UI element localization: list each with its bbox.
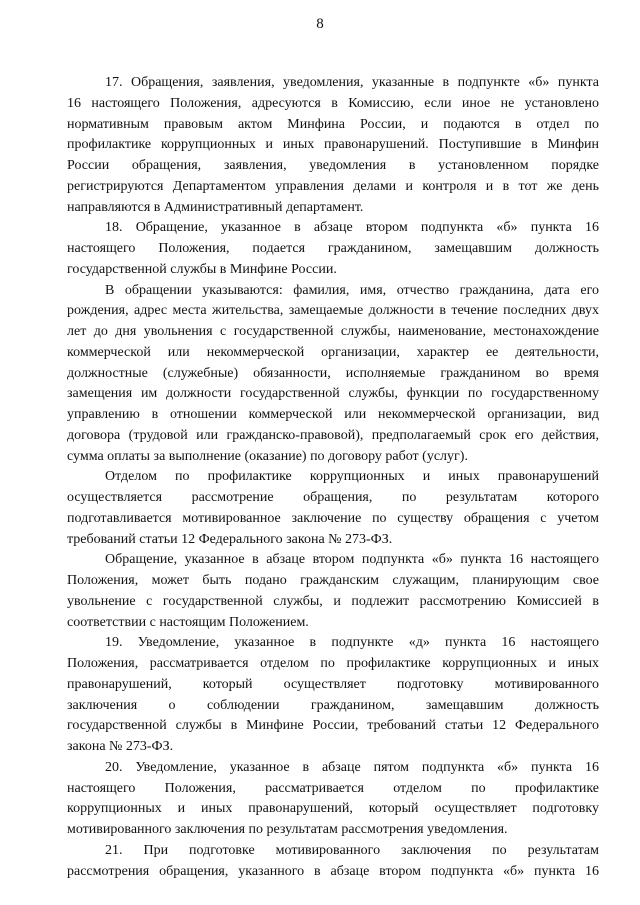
text-line: Отделом по профилактике коррупционных и иных правонарушений	[105, 469, 599, 485]
paragraph	[67, 73, 599, 218]
text-line: осуществляется рассмотрение обращения, по результатам которого	[67, 490, 599, 505]
text-line: лет до дня увольнения с государственной службы, наименование, местонахождение	[67, 324, 599, 339]
text-line: заключения о соблюдении гражданином, замещавшим должность	[67, 697, 599, 713]
text-line: 18. Обращение, указанное в абзаце втором подпункта «б» пункта 16	[105, 220, 599, 236]
text-line: подготавливается мотивированное заключение по существу обращения с учетом	[67, 510, 599, 526]
text-line: 21. При подготовке мотивированного заключения по результатам	[105, 842, 599, 858]
text-line: требований статьи 12 Федерального закона № 273-ФЗ.	[67, 531, 393, 547]
paragraph	[67, 633, 599, 758]
paragraph	[67, 550, 599, 633]
text-line: регистрируются Департаментом управления делами и контроля и в тот же день	[67, 178, 599, 194]
text-line: мотивированного заключения по результатам рассмотрения уведомления.	[67, 822, 508, 837]
text-line: Положения, рассматривается отделом по профилактике коррупционных и иных	[67, 656, 599, 671]
paragraph	[67, 218, 599, 280]
text-line: государственной службы в Минфине России, требований статьи 12 Федерального	[67, 718, 599, 734]
text-line: коммерческой или некоммерческой организации, характер ее деятельности,	[67, 344, 599, 360]
text-line: коррупционных и иных правонарушений, который осуществляет подготовку	[67, 801, 599, 817]
document-body	[67, 73, 599, 882]
text-line: соответствии с настоящим Положением.	[67, 614, 309, 630]
text-line: Обращение, указанное в абзаце втором подпункта «б» пункта 16 настоящего	[105, 552, 599, 568]
text-line: настоящего Положения, подается гражданином, замещавшим должность	[67, 241, 599, 256]
text-line: увольнение с государственной службы, и подлежит рассмотрению Комиссией в	[67, 593, 599, 609]
text-line: В обращении указываются: фамилия, имя, отчество гражданина, дата его	[105, 282, 599, 298]
text-line: управлению в отношении коммерческой или некоммерческой организации, вид	[67, 407, 599, 422]
text-line: 16 настоящего Положения, адресуются в Комиссию, если иное не установлено	[67, 95, 599, 111]
text-line: нормативным правовым актом Минфина России, и подаются в отдел по	[67, 116, 599, 132]
text-line: закона № 273-ФЗ.	[67, 739, 174, 754]
paragraph	[67, 758, 599, 841]
text-line: договора (трудовой или гражданско-правовой), предполагаемый срок его действия,	[67, 427, 599, 443]
paragraph	[67, 281, 599, 468]
text-line: замещения им должности государственной службы, функции по государственному	[67, 386, 599, 402]
paragraph	[67, 467, 599, 550]
text-line: рассмотрения обращения, указанного в абзаце втором подпункта «б» пункта 16	[67, 863, 599, 879]
text-line: настоящего Положения, рассматривается отделом по профилактике	[67, 780, 599, 796]
text-line: России обращения, заявления, уведомления в установленном порядке	[67, 158, 599, 173]
text-line: рождения, адрес места жительства, замещаемые должности в течение последних двух	[67, 303, 599, 319]
text-line: Положения, может быть подано гражданским служащим, планирующим свое	[67, 573, 599, 588]
text-line: государственной службы в Минфине России.	[67, 261, 337, 277]
text-line: сумма оплаты за выполнение (оказание) по договору работ (услуг).	[67, 448, 468, 464]
text-line: направляются в Административный департамент.	[67, 199, 364, 215]
text-line: правонарушений, который осуществляет подготовку мотивированного	[67, 676, 599, 692]
text-line: должностные (служебные) обязанности, исполняемые гражданином во время	[67, 365, 599, 381]
text-line: профилактике коррупционных и иных правонарушений. Поступившие в Минфин	[67, 137, 599, 153]
text-line: 19. Уведомление, указанное в подпункте «д» пункта 16 настоящего	[105, 635, 599, 651]
text-line: 17. Обращения, заявления, уведомления, указанные в подпункте «б» пункта	[105, 75, 599, 90]
paragraph	[67, 841, 599, 883]
text-line: 20. Уведомление, указанное в абзаце пятом подпункта «б» пункта 16	[105, 759, 599, 775]
page-number: 8	[316, 16, 324, 32]
